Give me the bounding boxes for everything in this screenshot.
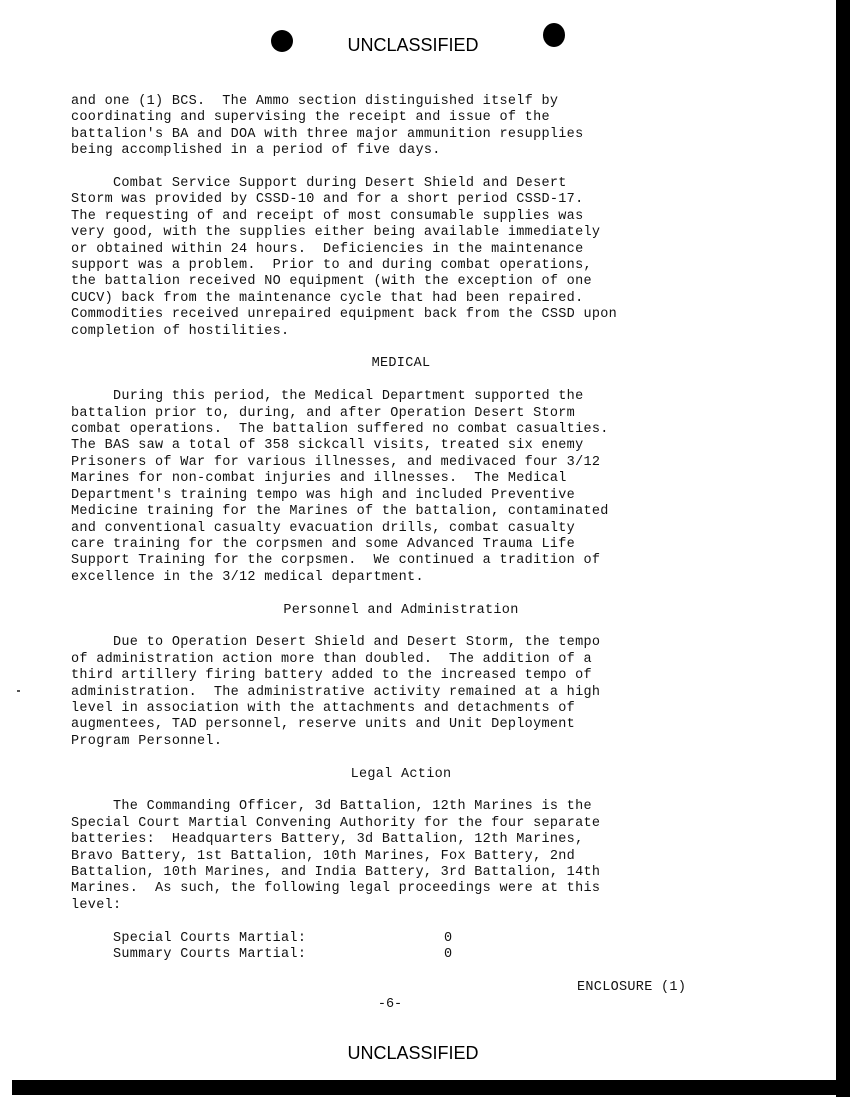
text-line: battalion's BA and DOA with three major ammunition resupplies (71, 126, 584, 142)
scan-border-bottom (12, 1080, 850, 1095)
text-line: and one (1) BCS. The Ammo section distinguished itself by (71, 94, 559, 109)
courts-martial-count: 0 (444, 947, 453, 962)
courts-martial-label: Special Courts Martial: (71, 930, 307, 946)
text-line: third artillery firing battery added to the increased tempo of (71, 668, 592, 684)
page-number: -6- (377, 997, 403, 1012)
text-line: Special Court Martial Convening Authority for the four separate (71, 815, 601, 831)
combat-service-support-paragraph (71, 176, 731, 340)
classification-top: UNCLASSIFIED (347, 35, 479, 55)
text-line: very good, with the supplies either being available immediately (71, 225, 601, 241)
text-line: coordinating and supervising the receipt and issue of the (71, 110, 550, 126)
text-line: The BAS saw a total of 358 sickcall visits, treated six enemy (71, 438, 584, 454)
list-item (71, 931, 731, 947)
text-line: Marines. As such, the following legal proceedings were at this (71, 881, 601, 897)
courts-martial-label: Summary Courts Martial: (71, 947, 307, 962)
text-line: Prisoners of War for various illnesses, and medivaced four 3/12 (71, 454, 601, 470)
text-line: Bravo Battery, 1st Battalion, 10th Marines, Fox Battery, 2nd (71, 848, 576, 864)
text-line: Department's training tempo was high and included Preventive (71, 487, 576, 503)
text-line: Due to Operation Desert Shield and Desert Storm, the tempo (71, 635, 601, 651)
text-line: combat operations. The battalion suffered no combat casualties. (71, 422, 609, 438)
text-line: Marines for non-combat injuries and illnesses. The Medical (71, 471, 567, 487)
text-line: care training for the corpsmen and some Advanced Trauma Life (71, 536, 576, 552)
scan-border-right (836, 0, 850, 1097)
text-line: administration. The administrative activity remained at a high (71, 684, 601, 700)
text-line: completion of hostilities. (71, 323, 290, 339)
text-line: Program Personnel. (71, 733, 223, 749)
enclosure-label: ENCLOSURE (1) (577, 980, 687, 995)
text-line: level: (71, 897, 122, 913)
text-line: augmentees, TAD personnel, reserve units and Unit Deployment (71, 717, 576, 733)
scan-speck (17, 690, 20, 692)
text-line: CUCV) back from the maintenance cycle that had been repaired. (71, 290, 584, 306)
classification-bottom: UNCLASSIFIED (347, 1043, 479, 1063)
text-line: Combat Service Support during Desert Shield and Desert (71, 176, 567, 192)
text-line: or obtained within 24 hours. Deficiencies in the maintenance (71, 241, 584, 257)
text-line: Battalion, 10th Marines, and India Battery, 3rd Battalion, 14th (71, 864, 601, 880)
medical-heading: MEDICAL (371, 356, 431, 372)
text-line: batteries: Headquarters Battery, 3d Battalion, 12th Marines, (71, 832, 584, 848)
text-line: Commodities received unrepaired equipment back from the CSSD upon (71, 307, 618, 323)
list-item (71, 947, 731, 963)
text-line: Storm was provided by CSSD-10 and for a short period CSSD-17. (71, 192, 584, 208)
text-line: The requesting of and receipt of most consumable supplies was (71, 208, 584, 224)
text-line: Medicine training for the Marines of the battalion, contaminated (71, 504, 609, 520)
courts-martial-list (71, 931, 731, 964)
text-line: Support Training for the corpsmen. We continued a tradition of (71, 553, 601, 569)
text-line: of administration action more than doubled. The addition of a (71, 651, 592, 667)
text-line: the battalion received NO equipment (with the exception of one (71, 274, 592, 290)
medical-paragraph (71, 389, 731, 586)
text-line: being accomplished in a period of five days. (71, 143, 441, 159)
personnel-paragraph (71, 635, 731, 750)
legal-paragraph (71, 799, 731, 914)
personnel-heading: Personnel and Administration (283, 602, 519, 618)
text-line: excellence in the 3/12 medical department. (71, 569, 424, 585)
document-body (71, 94, 731, 963)
text-line: support was a problem. Prior to and during combat operations, (71, 258, 592, 274)
courts-martial-count: 0 (444, 930, 453, 946)
text-line: The Commanding Officer, 3d Battalion, 12th Marines is the (71, 799, 592, 815)
text-line: and conventional casualty evacuation drills, combat casualty (71, 520, 576, 536)
text-line: battalion prior to, during, and after Operation Desert Storm (71, 405, 576, 421)
legal-heading: Legal Action (350, 766, 452, 782)
text-line: During this period, the Medical Department supported the (71, 389, 584, 405)
text-line: level in association with the attachments and detachments of (71, 700, 576, 716)
ammo-paragraph (71, 94, 731, 160)
